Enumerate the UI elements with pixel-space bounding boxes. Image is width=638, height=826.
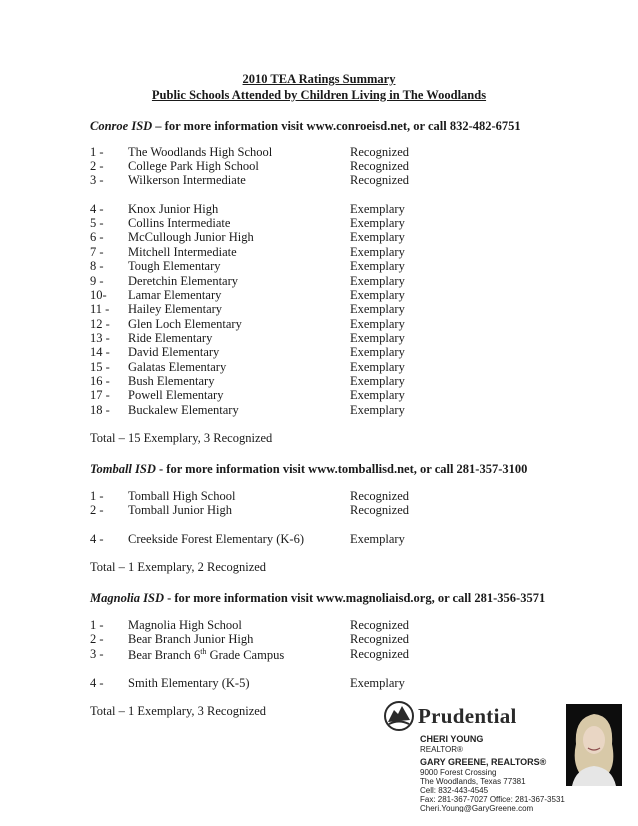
school-rating: Exemplary — [350, 388, 405, 402]
school-rating: Exemplary — [350, 259, 405, 273]
school-name: Lamar Elementary — [128, 288, 222, 302]
table-row — [90, 274, 530, 289]
page-subtitle: Public Schools Attended by Children Living in The Woodlands — [151, 88, 487, 102]
school-name: Glen Loch Elementary — [128, 317, 242, 331]
school-rating: Exemplary — [350, 274, 405, 288]
table-row — [90, 145, 530, 160]
table-row — [90, 647, 530, 662]
school-rating: Exemplary — [350, 345, 405, 359]
school-name: Bush Elementary — [128, 374, 215, 388]
school-rating: Exemplary — [350, 360, 405, 374]
school-number: 11 - — [90, 302, 110, 316]
section-heading-tomball — [90, 462, 527, 477]
school-name: Hailey Elementary — [128, 302, 223, 316]
school-number: 16 - — [90, 374, 110, 388]
agent-cell: Cell: 832-443-4545 — [420, 786, 489, 795]
district-name: Tomball ISD — [90, 462, 156, 476]
school-rating: Exemplary — [350, 216, 405, 230]
rock-logo-icon — [382, 700, 416, 732]
table-row — [90, 302, 530, 317]
school-name-tail: Grade Campus — [206, 648, 285, 663]
school-name: Powell Elementary — [128, 388, 224, 402]
table-row — [90, 259, 530, 274]
page-title: 2010 TEA Ratings Summary — [242, 72, 396, 86]
section-total: Total – 15 Exemplary, 3 Recognized — [90, 431, 273, 445]
school-number: 17 - — [90, 388, 110, 402]
school-name: Bear Branch Junior High — [128, 632, 254, 646]
school-name: Magnolia High School — [128, 618, 242, 632]
table-row — [90, 230, 530, 245]
section-total: Total – 1 Exemplary, 3 Recognized — [90, 704, 267, 718]
school-name: Deretchin Elementary — [128, 274, 239, 288]
school-rating: Recognized — [350, 489, 410, 503]
school-rating: Recognized — [350, 503, 410, 517]
school-number: 3 - — [90, 173, 104, 187]
school-number: 4 - — [90, 532, 104, 546]
school-rating: Exemplary — [350, 532, 405, 546]
school-rating: Exemplary — [350, 245, 405, 259]
school-number: 2 - — [90, 159, 104, 173]
school-rating: Exemplary — [350, 403, 405, 417]
table-row — [90, 532, 530, 547]
school-name: Collins Intermediate — [128, 216, 231, 230]
section-heading-conroe — [90, 119, 521, 134]
school-number: 3 - — [90, 647, 104, 661]
school-name: Ride Elementary — [128, 331, 213, 345]
school-rating: Recognized — [350, 647, 410, 661]
school-name — [128, 647, 284, 663]
school-name: The Woodlands High School — [128, 145, 273, 159]
agent-name: CHERI YOUNG — [420, 734, 484, 744]
school-number: 14 - — [90, 345, 110, 359]
table-row — [90, 403, 530, 418]
school-name: McCullough Junior High — [128, 230, 254, 244]
school-number: 13 - — [90, 331, 110, 345]
table-row — [90, 676, 530, 691]
school-number: 8 - — [90, 259, 104, 273]
district-info: - for more information visit www.tomballisd.net, or call 281-357-3100 — [155, 462, 528, 476]
school-number: 4 - — [90, 202, 104, 216]
school-rating: Recognized — [350, 618, 410, 632]
school-number: 12 - — [90, 317, 110, 331]
school-number: 5 - — [90, 216, 104, 230]
school-name-part: Bear Branch 6 — [128, 648, 201, 663]
section-heading-magnolia — [90, 591, 545, 606]
table-row — [90, 245, 530, 260]
school-number: 9 - — [90, 274, 104, 288]
school-name: Tough Elementary — [128, 259, 221, 273]
table-row — [90, 388, 530, 403]
school-number: 18 - — [90, 403, 110, 417]
school-number: 6 - — [90, 230, 104, 244]
school-number: 2 - — [90, 503, 104, 517]
school-name: Creekside Forest Elementary (K-6) — [128, 532, 304, 546]
school-number: 10- — [90, 288, 107, 302]
school-name: Tomball High School — [128, 489, 236, 503]
table-row — [90, 288, 530, 303]
school-name: Mitchell Intermediate — [128, 245, 237, 259]
brand-name: Prudential — [418, 704, 517, 728]
district-name: Magnolia ISD — [90, 591, 164, 605]
agent-email: Cheri.Young@GaryGreene.com — [420, 804, 534, 812]
school-name: Wilkerson Intermediate — [128, 173, 246, 187]
school-rating: Exemplary — [350, 317, 405, 331]
school-name: College Park High School — [128, 159, 259, 173]
agent-address-line2: The Woodlands, Texas 77381 — [420, 777, 526, 786]
district-info: - for more information visit www.magnoliaisd.org, or call 281-356-3571 — [163, 591, 546, 605]
table-row — [90, 618, 530, 633]
school-rating: Recognized — [350, 632, 410, 646]
section-total: Total – 1 Exemplary, 2 Recognized — [90, 560, 267, 574]
prudential-logo — [382, 700, 522, 732]
school-rating: Exemplary — [350, 374, 405, 388]
school-rating: Exemplary — [350, 230, 405, 244]
district-name: Conroe ISD — [90, 119, 153, 133]
table-row — [90, 360, 530, 375]
school-name: Galatas Elementary — [128, 360, 227, 374]
school-name: David Elementary — [128, 345, 220, 359]
district-info: – for more information visit www.conroeisd.net, or call 832-482-6751 — [152, 119, 521, 133]
table-row — [90, 503, 530, 518]
school-rating: Exemplary — [350, 676, 405, 690]
table-row — [90, 202, 530, 217]
school-number: 1 - — [90, 145, 104, 159]
table-row — [90, 345, 530, 360]
school-name: Knox Junior High — [128, 202, 219, 216]
school-rating: Exemplary — [350, 331, 405, 345]
school-rating: Exemplary — [350, 288, 405, 302]
school-number: 1 - — [90, 618, 104, 632]
school-rating: Exemplary — [350, 302, 405, 316]
table-row — [90, 216, 530, 231]
school-number: 4 - — [90, 676, 104, 690]
agent-address-line1: 9000 Forest Crossing — [420, 768, 497, 777]
agent-fax: Fax: 281-367-7027 Office: 281-367-3531 — [420, 795, 565, 804]
table-row — [90, 331, 530, 346]
table-row — [90, 173, 530, 188]
table-row — [90, 374, 530, 389]
school-name: Buckalew Elementary — [128, 403, 239, 417]
agent-title: REALTOR® — [420, 745, 463, 754]
school-number: 1 - — [90, 489, 104, 503]
school-rating: Recognized — [350, 173, 410, 187]
table-row — [90, 489, 530, 504]
school-rating: Exemplary — [350, 202, 405, 216]
agent-photo — [566, 704, 622, 786]
school-name: Smith Elementary (K-5) — [128, 676, 250, 690]
school-number: 7 - — [90, 245, 104, 259]
school-rating: Recognized — [350, 145, 410, 159]
agent-company: GARY GREENE, REALTORS® — [420, 757, 547, 767]
table-row — [90, 317, 530, 332]
school-name: Tomball Junior High — [128, 503, 232, 517]
ordinal-suffix: th — [200, 647, 207, 656]
school-number: 15 - — [90, 360, 110, 374]
school-rating: Recognized — [350, 159, 410, 173]
school-number: 2 - — [90, 632, 104, 646]
table-row — [90, 632, 530, 647]
table-row — [90, 159, 530, 174]
